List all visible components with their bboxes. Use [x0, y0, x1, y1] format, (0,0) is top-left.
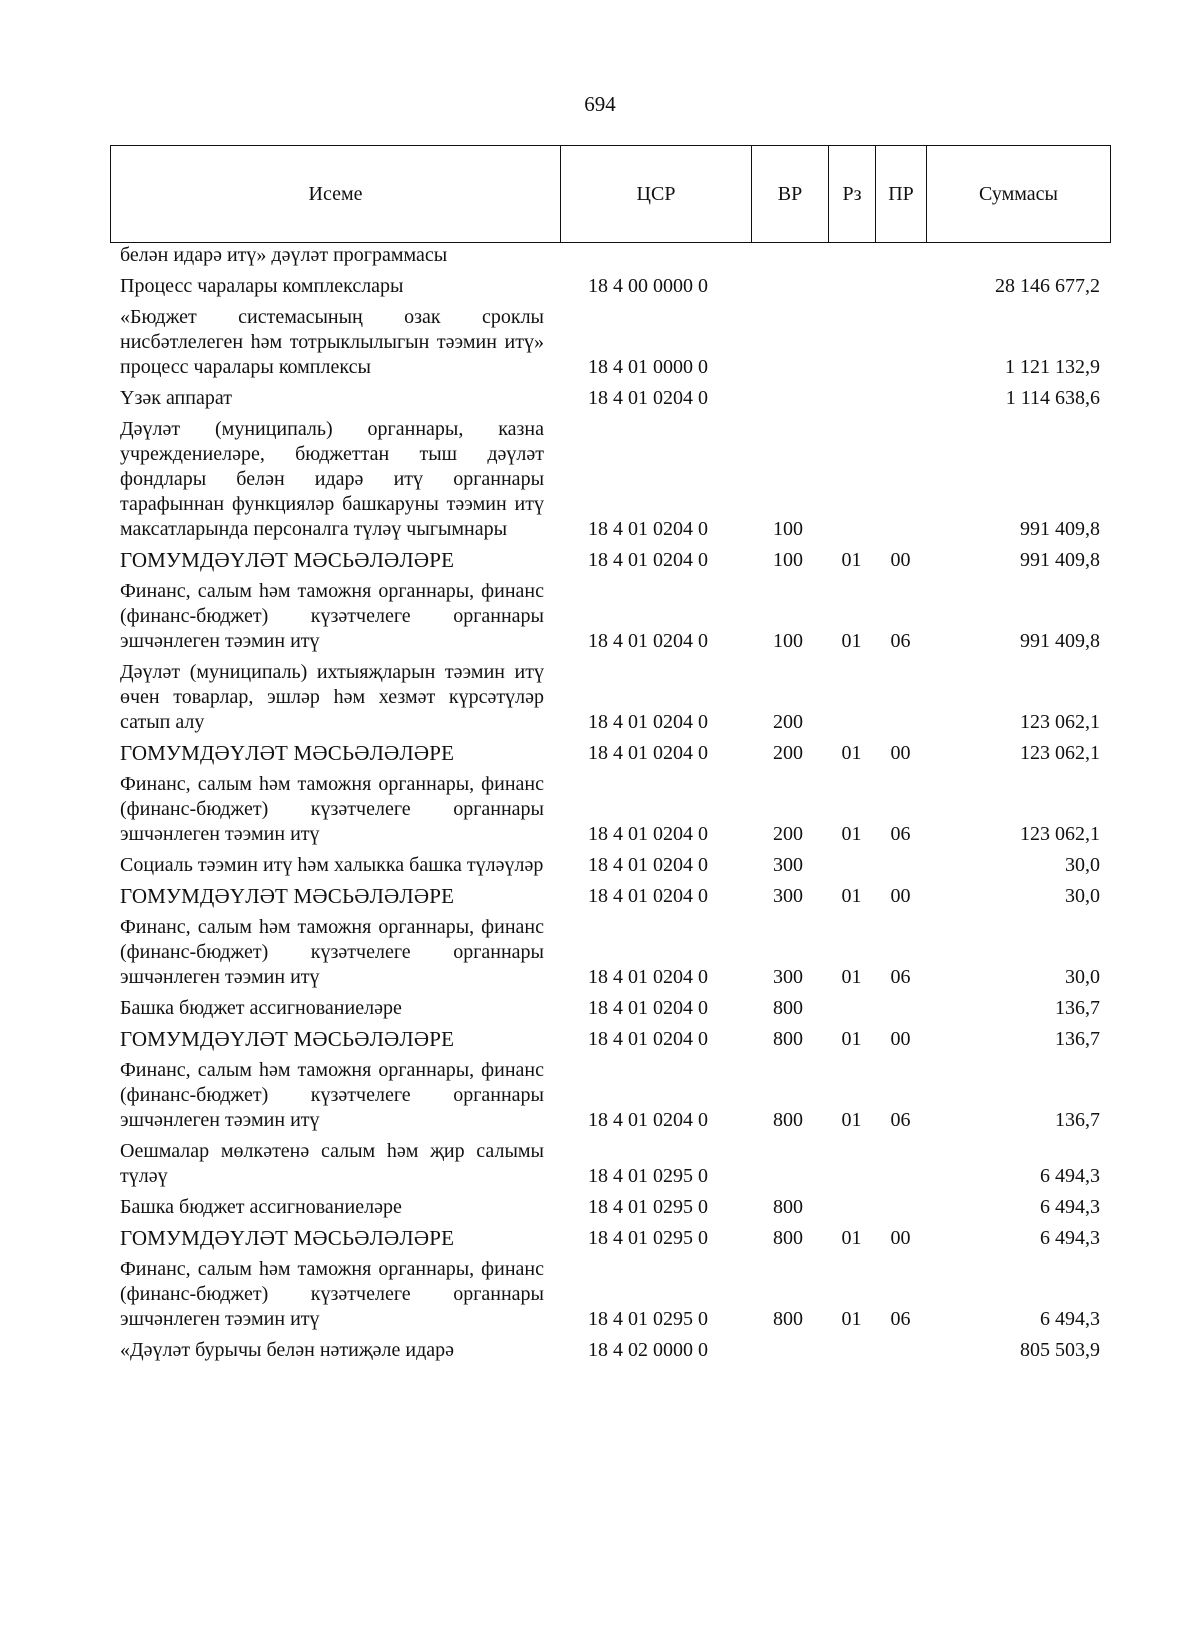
row-name-cell: Дәүләт (муниципаль) органнары, казна учреждениеләре, бюджеттан тыш дәүләт фондлары белән идарә итү органнары тарафыннан функцияләр башкаруны тәэмин итү максатларында персоналга түләү чыгымнары — [120, 418, 544, 540]
column-header-sum: Суммасы — [927, 146, 1111, 243]
row-csr-cell: 18 4 01 0204 0 — [588, 549, 708, 571]
row-csr-cell: 18 4 01 0204 0 — [588, 997, 708, 1019]
table-row — [110, 302, 1110, 383]
row-rz-cell — [828, 302, 875, 383]
row-sum-cell: 805 503,9 — [1020, 1339, 1100, 1361]
row-name-cell: «Бюджет системасының озак сроклы нисбәтлелеген һәм тотрыклылыгын тәэмин итү» процесс чаралары комплексы — [120, 306, 544, 378]
row-csr-cell: 18 4 01 0204 0 — [588, 823, 708, 845]
table-row — [110, 1254, 1110, 1335]
row-sum-cell: 30,0 — [1065, 885, 1100, 907]
row-csr-cell: 18 4 00 0000 0 — [588, 275, 708, 297]
row-sum-cell: 6 494,3 — [1040, 1196, 1100, 1218]
row-rz-cell: 01 — [841, 1028, 862, 1050]
row-name-cell: Башка бюджет ассигнованиеләре — [120, 1196, 402, 1218]
row-pr-cell: 06 — [890, 966, 911, 988]
row-sum-cell: 136,7 — [1055, 1109, 1100, 1131]
row-vr-cell: 800 — [773, 1308, 803, 1330]
row-sum-cell: 123 062,1 — [1020, 711, 1100, 733]
row-pr-cell: 00 — [890, 742, 911, 764]
row-rz-cell: 01 — [841, 630, 862, 652]
table-row — [110, 576, 1110, 657]
row-name-cell: Башка бюджет ассигнованиеләре — [120, 997, 402, 1019]
row-pr-cell — [875, 271, 926, 302]
page-number: 694 — [584, 92, 616, 116]
row-name-cell: Үзәк аппарат — [120, 387, 232, 409]
column-header-pr: ПР — [876, 146, 927, 243]
row-rz-cell: 01 — [841, 966, 862, 988]
table-header — [110, 145, 1111, 243]
row-sum-cell: 1 114 638,6 — [1005, 387, 1100, 409]
table-row — [110, 1055, 1110, 1136]
row-pr-cell: 00 — [890, 1227, 911, 1249]
row-rz-cell: 01 — [841, 823, 862, 845]
row-rz-cell: 01 — [841, 1227, 862, 1249]
row-csr-cell: 18 4 02 0000 0 — [588, 1339, 708, 1361]
row-name-cell: Финанс, салым һәм таможня органнары, финанс (финанс-бюджет) күзәтчелеге органнары эшчәнлеген тәэмин итү — [120, 773, 544, 845]
column-header-csr: ЦСР — [561, 146, 752, 243]
column-header-vr: ВР — [752, 146, 829, 243]
row-vr-cell: 200 — [773, 711, 803, 733]
row-vr-cell: 800 — [773, 1227, 803, 1249]
row-rz-cell: 01 — [841, 742, 862, 764]
row-vr-cell — [751, 1335, 828, 1366]
row-sum-cell: 123 062,1 — [1020, 742, 1100, 764]
row-vr-cell — [751, 271, 828, 302]
row-csr-cell: 18 4 01 0204 0 — [588, 1109, 708, 1131]
row-pr-cell — [875, 657, 926, 738]
row-sum-cell: 30,0 — [1065, 966, 1100, 988]
table-row — [110, 1223, 1110, 1254]
column-header-rz: Рз — [829, 146, 876, 243]
row-sum-cell: 6 494,3 — [1040, 1165, 1100, 1187]
row-sum-cell: 28 146 677,2 — [995, 275, 1100, 297]
row-name-cell: ГОМУМДӘҮЛӘТ МӘСЬӘЛӘЛӘРЕ — [120, 741, 455, 765]
row-sum-cell: 991 409,8 — [1020, 630, 1100, 652]
table-row — [110, 1335, 1110, 1366]
row-csr-cell: 18 4 01 0204 0 — [588, 966, 708, 988]
row-rz-cell — [828, 243, 875, 271]
row-name-cell: ГОМУМДӘҮЛӘТ МӘСЬӘЛӘЛӘРЕ — [120, 548, 455, 572]
row-name-cell: «Дәүләт бурычы белән нәтиҗәле идарә — [120, 1339, 455, 1361]
table-row — [110, 657, 1110, 738]
row-name-cell: Финанс, салым һәм таможня органнары, финанс (финанс-бюджет) күзәтчелеге органнары эшчәнлеген тәэмин итү — [120, 916, 544, 988]
row-rz-cell: 01 — [841, 885, 862, 907]
row-pr-cell — [875, 1335, 926, 1366]
table-row — [110, 243, 1110, 271]
row-vr-cell: 100 — [773, 518, 803, 540]
row-sum-cell: 136,7 — [1055, 997, 1100, 1019]
row-name-cell: Финанс, салым һәм таможня органнары, финанс (финанс-бюджет) күзәтчелеге органнары эшчәнлеген тәэмин итү — [120, 1059, 544, 1131]
row-name-cell: белән идарә итү» дәүләт программасы — [120, 244, 448, 266]
table-row — [110, 271, 1110, 302]
row-vr-cell: 800 — [773, 1196, 803, 1218]
row-pr-cell — [875, 302, 926, 383]
row-sum-cell: 136,7 — [1055, 1028, 1100, 1050]
row-name-cell: Социаль тәэмин итү һәм халыкка башка түләүләр — [120, 854, 544, 876]
table-row — [110, 545, 1110, 576]
row-csr-cell: 18 4 01 0204 0 — [588, 1028, 708, 1050]
budget-table — [110, 243, 1110, 1366]
row-name-cell: Финанс, салым һәм таможня органнары, финанс (финанс-бюджет) күзәтчелеге органнары эшчәнлеген тәэмин итү — [120, 1258, 544, 1330]
row-vr-cell: 300 — [773, 885, 803, 907]
table-row — [110, 1136, 1110, 1192]
row-csr-cell: 18 4 01 0204 0 — [588, 885, 708, 907]
row-name-cell: ГОМУМДӘҮЛӘТ МӘСЬӘЛӘЛӘРЕ — [120, 1027, 455, 1051]
row-rz-cell — [828, 850, 875, 881]
row-rz-cell — [828, 383, 875, 414]
row-sum-cell — [926, 243, 1110, 271]
row-rz-cell: 01 — [841, 549, 862, 571]
row-name-cell: Дәүләт (муниципаль) ихтыяҗларын тәэмин итү өчен товарлар, эшләр һәм хезмәт күрсәтүләр сатып алу — [120, 661, 544, 733]
table-row — [110, 383, 1110, 414]
row-pr-cell — [875, 1136, 926, 1192]
row-csr-cell: 18 4 01 0204 0 — [588, 742, 708, 764]
row-vr-cell: 300 — [773, 966, 803, 988]
row-vr-cell: 100 — [773, 549, 803, 571]
row-vr-cell: 100 — [773, 630, 803, 652]
table-row — [110, 769, 1110, 850]
row-csr-cell: 18 4 01 0204 0 — [588, 387, 708, 409]
row-rz-cell — [828, 414, 875, 545]
row-sum-cell: 6 494,3 — [1040, 1227, 1100, 1249]
table-row — [110, 850, 1110, 881]
row-pr-cell — [875, 414, 926, 545]
row-csr-cell: 18 4 01 0204 0 — [588, 854, 708, 876]
row-rz-cell: 01 — [841, 1308, 862, 1330]
row-csr-cell — [560, 243, 751, 271]
row-vr-cell: 800 — [773, 997, 803, 1019]
row-rz-cell — [828, 1136, 875, 1192]
budget-table-body — [110, 243, 1110, 1366]
table-row — [110, 1024, 1110, 1055]
row-vr-cell — [751, 1136, 828, 1192]
row-rz-cell — [828, 1335, 875, 1366]
row-csr-cell: 18 4 01 0295 0 — [588, 1308, 708, 1330]
column-header-name: Исеме — [111, 146, 561, 243]
row-pr-cell: 00 — [890, 885, 911, 907]
row-vr-cell: 800 — [773, 1109, 803, 1131]
table-row — [110, 912, 1110, 993]
row-rz-cell — [828, 271, 875, 302]
row-vr-cell — [751, 383, 828, 414]
row-csr-cell: 18 4 01 0204 0 — [588, 711, 708, 733]
row-sum-cell: 991 409,8 — [1020, 549, 1100, 571]
table-row — [110, 993, 1110, 1024]
row-sum-cell: 6 494,3 — [1040, 1308, 1100, 1330]
row-vr-cell — [751, 243, 828, 271]
row-name-cell: Оешмалар мөлкәтенә салым һәм җир салымы түләү — [120, 1140, 544, 1187]
row-pr-cell — [875, 1192, 926, 1223]
row-pr-cell: 06 — [890, 823, 911, 845]
row-sum-cell: 123 062,1 — [1020, 823, 1100, 845]
row-sum-cell: 991 409,8 — [1020, 518, 1100, 540]
row-vr-cell: 300 — [773, 854, 803, 876]
row-rz-cell — [828, 657, 875, 738]
row-name-cell: Финанс, салым һәм таможня органнары, финанс (финанс-бюджет) күзәтчелеге органнары эшчәнлеген тәэмин итү — [120, 580, 544, 652]
row-csr-cell: 18 4 01 0204 0 — [588, 630, 708, 652]
table-row — [110, 1192, 1110, 1223]
row-csr-cell: 18 4 01 0295 0 — [588, 1165, 708, 1187]
row-sum-cell: 30,0 — [1065, 854, 1100, 876]
row-csr-cell: 18 4 01 0204 0 — [588, 518, 708, 540]
row-vr-cell: 200 — [773, 823, 803, 845]
row-csr-cell: 18 4 01 0295 0 — [588, 1196, 708, 1218]
table-row — [110, 738, 1110, 769]
row-pr-cell: 06 — [890, 1308, 911, 1330]
row-rz-cell — [828, 993, 875, 1024]
table-row — [110, 881, 1110, 912]
row-vr-cell: 200 — [773, 742, 803, 764]
row-pr-cell — [875, 993, 926, 1024]
row-name-cell: ГОМУМДӘҮЛӘТ МӘСЬӘЛӘЛӘРЕ — [120, 884, 455, 908]
row-rz-cell: 01 — [841, 1109, 862, 1131]
row-pr-cell — [875, 243, 926, 271]
row-pr-cell — [875, 850, 926, 881]
row-pr-cell: 00 — [890, 1028, 911, 1050]
row-vr-cell: 800 — [773, 1028, 803, 1050]
row-pr-cell: 06 — [890, 630, 911, 652]
row-rz-cell — [828, 1192, 875, 1223]
row-pr-cell — [875, 383, 926, 414]
row-csr-cell: 18 4 01 0295 0 — [588, 1227, 708, 1249]
table-row — [110, 414, 1110, 545]
row-name-cell: Процесс чаралары комплекслары — [120, 275, 404, 297]
row-name-cell: ГОМУМДӘҮЛӘТ МӘСЬӘЛӘЛӘРЕ — [120, 1226, 455, 1250]
row-pr-cell: 00 — [890, 549, 911, 571]
row-pr-cell: 06 — [890, 1109, 911, 1131]
row-csr-cell: 18 4 01 0000 0 — [588, 356, 708, 378]
row-sum-cell: 1 121 132,9 — [1005, 356, 1100, 378]
row-vr-cell — [751, 302, 828, 383]
